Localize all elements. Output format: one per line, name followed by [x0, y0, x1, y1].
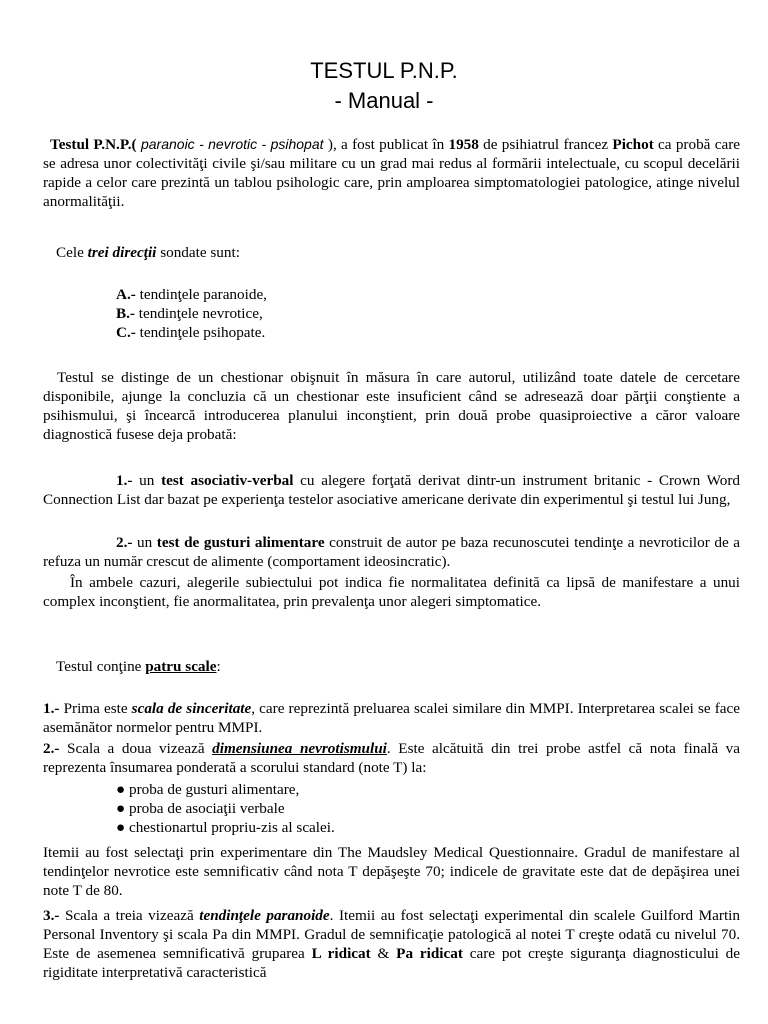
- scale-1-paragraph: 1.- Prima este scala de sinceritate, care reprezintă preluarea scalei similare din MMPI. Interpretarea scalei se face asemănător normelor pentru MMPI.: [43, 700, 740, 736]
- both-cases-paragraph: În ambele cazuri, alegerile subiectului pot indica fie normalitatea definită ca lipsă de manifestare a unui complex inconştient, fie anormalitatea, prin prevalenţa unor alegeri simptomatice.: [43, 574, 740, 610]
- list-item: ● proba de gusturi alimentare,: [116, 781, 300, 798]
- probe-1-paragraph: 1.- un test asociativ-verbal cu alegere forţată derivat dintr-un instrument britanic - Crown Word Connection List dar bazat pe experienţa testelor asociative americane derivate din experimentul şi testul lui Jung,: [43, 472, 740, 508]
- probe-1-name: test asociativ-verbal: [161, 472, 294, 489]
- list-item: ● chestionartul propriu-zis al scalei.: [116, 819, 335, 836]
- probe-2-paragraph: 2.- un test de gusturi alimentare construit de autor pe baza recunoscutei tendinţe a nevroticilor de a refuza un număr crescut de alimente (comportament ideosincratic).: [43, 534, 740, 570]
- scales-intro: Testul conţine patru scale:: [56, 658, 221, 675]
- document-subtitle: - Manual -: [334, 88, 434, 113]
- intro-paragraph: Testul P.N.P.( paranoic - nevrotic - psihopat ), a fost publicat în 1958 de psihiatrul francez Pichot ca probă care se adresa unor colectivităţi civile şi/sau militare cu un grad mai redus al formării intelectuale, cu scopul decelării rapide a celor care prezintă un tablou psihologic care, prin amploarea simptomatologiei patologice, atinge nivelul anormalităţii.: [43, 136, 740, 210]
- test-name: Testul P.N.P.(: [50, 136, 137, 153]
- author-name: Pichot: [612, 136, 654, 153]
- scale-1-name: scala de sinceritate: [131, 700, 252, 717]
- publication-year: 1958: [448, 136, 479, 153]
- scale-3-name: tendinţele paranoide: [199, 907, 330, 924]
- list-item: ● proba de asociaţii verbale: [116, 800, 285, 817]
- directions-intro: Cele trei direcţii sondate sunt:: [56, 244, 240, 261]
- distinguishes-paragraph: Testul se distinge de un chestionar obişnuit în măsura în care autorul, utilizând toate datele de cercetare disponibile, ajunge la concluzia că un chestionar este insuficient când se adresează doar părţii conştiente a psihismului, şi încearcă introducerea planului inconştient, prin două probe quasiproiective a căror valoare diagnostică fusese deja probată:: [43, 369, 740, 443]
- test-name-expansion: paranoic - nevrotic - psihopat: [136, 136, 328, 152]
- probe-2-name: test de gusturi alimentare: [156, 534, 325, 551]
- list-item: A.- tendinţele paranoide,: [116, 286, 267, 303]
- scale-2-bullets: [116, 780, 516, 837]
- scales-count: patru scale: [145, 658, 217, 675]
- scale-2-items-paragraph: Itemii au fost selectaţi prin experimentare din The Maudsley Medical Questionnaire. Gradul de manifestare al tendinţelor nevrotice este semnificativ când nota T depăşeşte 70; indicele de gravitate este dat de depăşirea unei note T de 80.: [43, 844, 740, 899]
- scale-3-paragraph: 3.- Scala a treia vizează tendinţele paranoide. Itemii au fost selectaţi experimental din scalele Guilford Martin Personal Inventory şi scala Pa din MMPI. Gradul de semnificaţie patologică al notei T creşte odată cu nivelul 70. Este de asemenea semnificativă gruparea L ridicat & Pa ridicat care pot creşte siguranţa diagnosticului de rigiditate interpretativă caracteristică: [43, 907, 741, 981]
- document-title: TESTUL P.N.P.: [310, 58, 458, 83]
- directions-emphasis: trei direcţii: [87, 244, 157, 261]
- list-item: C.- tendinţele psihopate.: [116, 324, 266, 341]
- directions-list: [116, 285, 516, 342]
- list-item: B.- tendinţele nevrotice,: [116, 305, 263, 322]
- scale-2-paragraph: 2.- Scala a doua vizează dimensiunea nevrotismului. Este alcătuită din trei probe astfel că nota finală va reprezenta însumarea ponderată a scorului standard (note T) la:: [43, 740, 741, 776]
- scale-2-name: dimensiunea nevrotismului: [212, 740, 387, 757]
